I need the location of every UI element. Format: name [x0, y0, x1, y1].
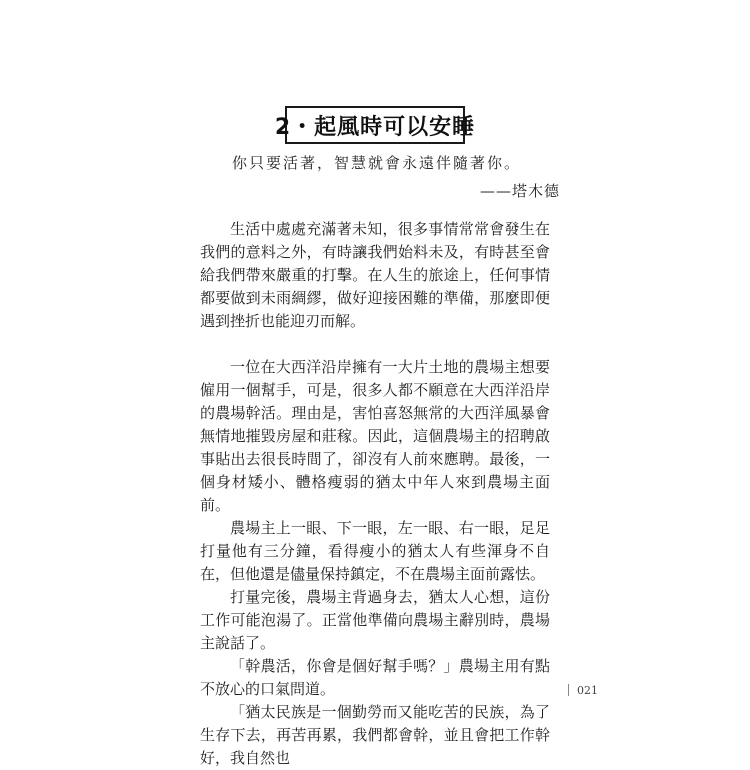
paragraph: 生活中處處充滿著未知，很多事情常常會發生在我們的意料之外，有時讓我們始料未及，有時甚至會給我們帶來嚴重的打擊。在人生的旅途上，任何事情都要做到未雨綢繆，做好迎接困難的準備，那麼即便遇到挫折也能迎刃而解。: [200, 220, 550, 330]
paragraph: 打量完後，農場主背過身去，猶太人心想，這份工作可能泡湯了。正當他準備向農場主辭別時，農場主說話了。: [200, 588, 550, 652]
folio-divider: [568, 684, 569, 696]
paragraph: 一位在大西洋沿岸擁有一大片土地的農場主想要僱用一個幫手，可是，很多人都不願意在大西洋沿岸的農場幹活。理由是，害怕喜怒無常的大西洋風暴會無情地摧毀房屋和莊稼。因此，這個農場主的招聘啟事貼出去很長時間了，卻沒有人前來應聘。最後，一個身材矮小、體格瘦弱的猶太中年人來到農場主面前。: [200, 358, 550, 514]
paragraph: 「猶太民族是一個勤勞而又能吃苦的民族，為了生存下去，再苦再累，我們都會幹，並且會把工作幹好，我自然也: [200, 703, 550, 767]
paragraph: 「幹農活，你會是個好幫手嗎？」農場主用有點不放心的口氣問道。: [200, 657, 550, 698]
chapter-title: 2・起風時可以安睡: [285, 106, 465, 144]
epigraph-quote: 你只要活著，智慧就會永遠伴隨著你。: [232, 154, 522, 172]
page-folio: [568, 683, 598, 697]
page-number: 021: [577, 683, 598, 697]
epigraph-attribution: ——塔木德: [479, 182, 560, 200]
body-text: [200, 218, 550, 770]
paragraph: 農場主上一眼、下一眼，左一眼、右一眼，足足打量他有三分鐘，看得瘦小的猶太人有些渾身不自在，但他還是儘量保持鎮定，不在農場主面前露怯。: [200, 519, 550, 583]
